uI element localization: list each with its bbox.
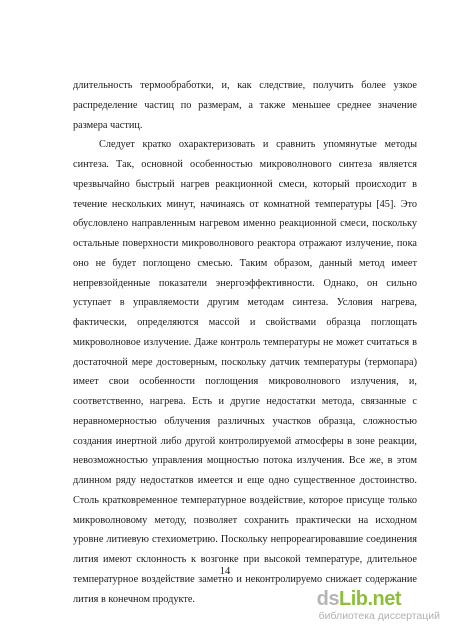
watermark-logo-part2: Lib.net <box>338 588 402 610</box>
text-line: остальные поверхности микроволнового реактора отражают излучение, пока <box>73 238 417 249</box>
text-line: течение нескольких минут, начинаясь от комнатной температуры [45]. Это <box>73 198 417 210</box>
text-line: длительность термообработки, и, как следствие, получить более узкое <box>73 80 417 91</box>
text-line: длинном ряду недостатков имеется и еще одно существенное достоинство. <box>73 475 417 486</box>
text-line: Следует кратко охарактеризовать и сравнить упомянутые методы <box>99 139 417 151</box>
text-line: чрезвычайно быстрый нагрев реакционной смеси, который происходит в <box>73 178 417 190</box>
watermark <box>317 588 440 623</box>
text-line: Столь кратковременное температурное воздействие, которое присуще только <box>73 494 417 506</box>
text-line: уровне литиевую стехиометрию. Поскольку непрореагировавшие соединения <box>73 534 417 546</box>
text-line: лития имеют склонность к возгонке при высокой температуре, длительное <box>73 554 417 565</box>
page-number: 14 <box>219 566 231 577</box>
text-line: неравномерностью облучения различных участков образца, сложностью <box>73 415 417 427</box>
text-line: фактически, определяются массой и свойствами образца поглощать <box>73 317 417 328</box>
text-line: имеет свои особенности поглощения микроволнового излучения, и, <box>73 376 417 388</box>
text-line: невозможностью управления мощностью потока излучения. Все же, в этом <box>73 455 417 467</box>
watermark-logo <box>317 588 401 610</box>
text-line: температурное воздействие заметно и неконтролируемо снижает содержание <box>73 573 417 585</box>
text-line: микроволновому методу, позволяет сохранить практически на исходном <box>73 514 417 526</box>
text-line: непревзойденные показатели энергоэффективности. Однако, он сильно <box>73 277 417 289</box>
text-line: создания инертной либо другой контролируемой атмосферы в зоне реакции, <box>73 435 417 447</box>
text-line: обусловлено направленным нагревом именно реакционной смеси, поскольку <box>73 218 417 230</box>
text-line: уступает в управляемости другим методам синтеза. Условия нагрева, <box>73 297 417 309</box>
text-line: распределение частиц по размерам, а также меньшее среднее значение <box>73 99 417 111</box>
watermark-logo-part1: ds <box>316 588 339 610</box>
text-line: лития в конечном продукте. <box>73 593 195 605</box>
text-line: соответственно, нагрева. Есть и другие недостатки метода, связанные с <box>73 396 417 407</box>
text-line: микроволновое излучение. Даже контроль температуры не может считаться в <box>73 336 417 348</box>
text-line: синтеза. Так, основной особенностью микроволнового синтеза является <box>73 159 417 170</box>
text-line: оно не будет поглощено смесью. Таким образом, данный метод имеет <box>73 257 417 269</box>
text-line: достаточной мере достоверным, поскольку датчик температуры (термопара) <box>73 356 417 368</box>
watermark-subtitle: библиотека диссертаций <box>318 610 440 622</box>
document-body <box>73 76 417 609</box>
text-line: размера частиц. <box>73 119 143 131</box>
